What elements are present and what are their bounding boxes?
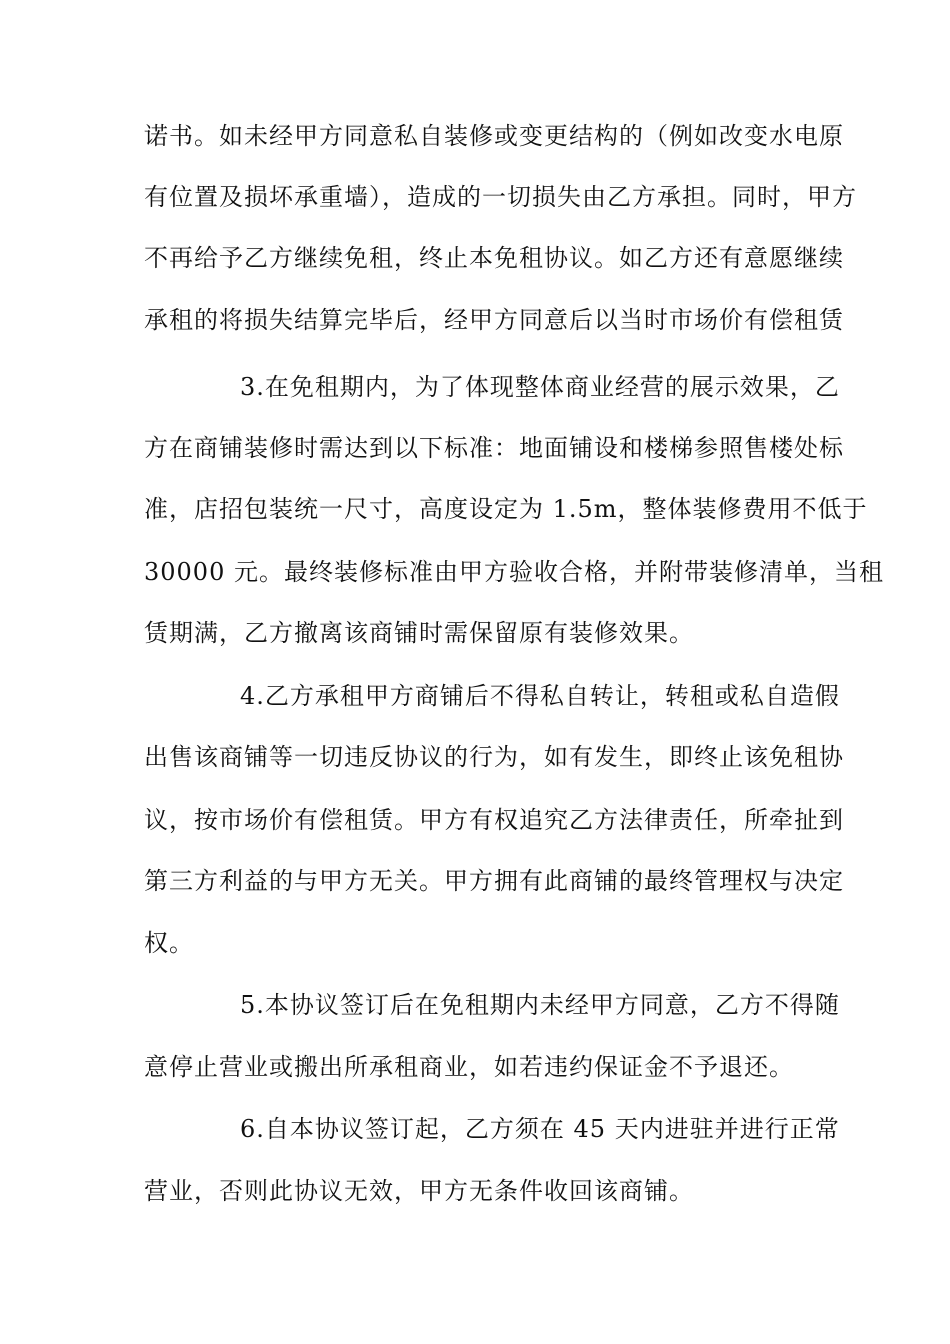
text-line: 准，店招包装统一尺寸，高度设定为 1.5m，整体装修费用不低于 (144, 495, 868, 523)
text-line: 诺书。如未经甲方同意私自装修或变更结构的（例如改变水电原 (144, 122, 844, 150)
text-line: 出售该商铺等一切违反协议的行为，如有发生，即终止该免租协 (144, 743, 844, 771)
text-line: 权。 (144, 929, 194, 957)
text-line: 承租的将损失结算完毕后，经甲方同意后以当时市场价有偿租赁 (144, 306, 844, 334)
paragraph-4-first-line: 4.乙方承租甲方商铺后不得私自转让，转租或私自造假 (240, 682, 840, 710)
paragraph-6-first-line: 6.自本协议签订起，乙方须在 45 天内进驻并进行正常 (240, 1115, 840, 1143)
text-line: 第三方利益的与甲方无关。甲方拥有此商铺的最终管理权与决定 (144, 867, 844, 895)
text-line: 赁期满，乙方撤离该商铺时需保留原有装修效果。 (144, 619, 694, 647)
text-line: 30000 元。最终装修标准由甲方验收合格，并附带装修清单，当租 (144, 558, 884, 586)
text-line: 有位置及损坏承重墙），造成的一切损失由乙方承担。同时，甲方 (144, 183, 857, 211)
text-line: 意停止营业或搬出所承租商业，如若违约保证金不予退还。 (144, 1053, 794, 1081)
paragraph-3-first-line: 3.在免租期内，为了体现整体商业经营的展示效果，乙 (240, 373, 840, 401)
text-line: 不再给予乙方继续免租，终止本免租协议。如乙方还有意愿继续 (144, 244, 844, 272)
text-line: 方在商铺装修时需达到以下标准：地面铺设和楼梯参照售楼处标 (144, 434, 844, 462)
paragraph-5-first-line: 5.本协议签订后在免租期内未经甲方同意，乙方不得随 (240, 991, 840, 1019)
text-line: 议，按市场价有偿租赁。甲方有权追究乙方法律责任，所牵扯到 (144, 806, 844, 834)
text-line: 营业，否则此协议无效，甲方无条件收回该商铺。 (144, 1177, 694, 1205)
